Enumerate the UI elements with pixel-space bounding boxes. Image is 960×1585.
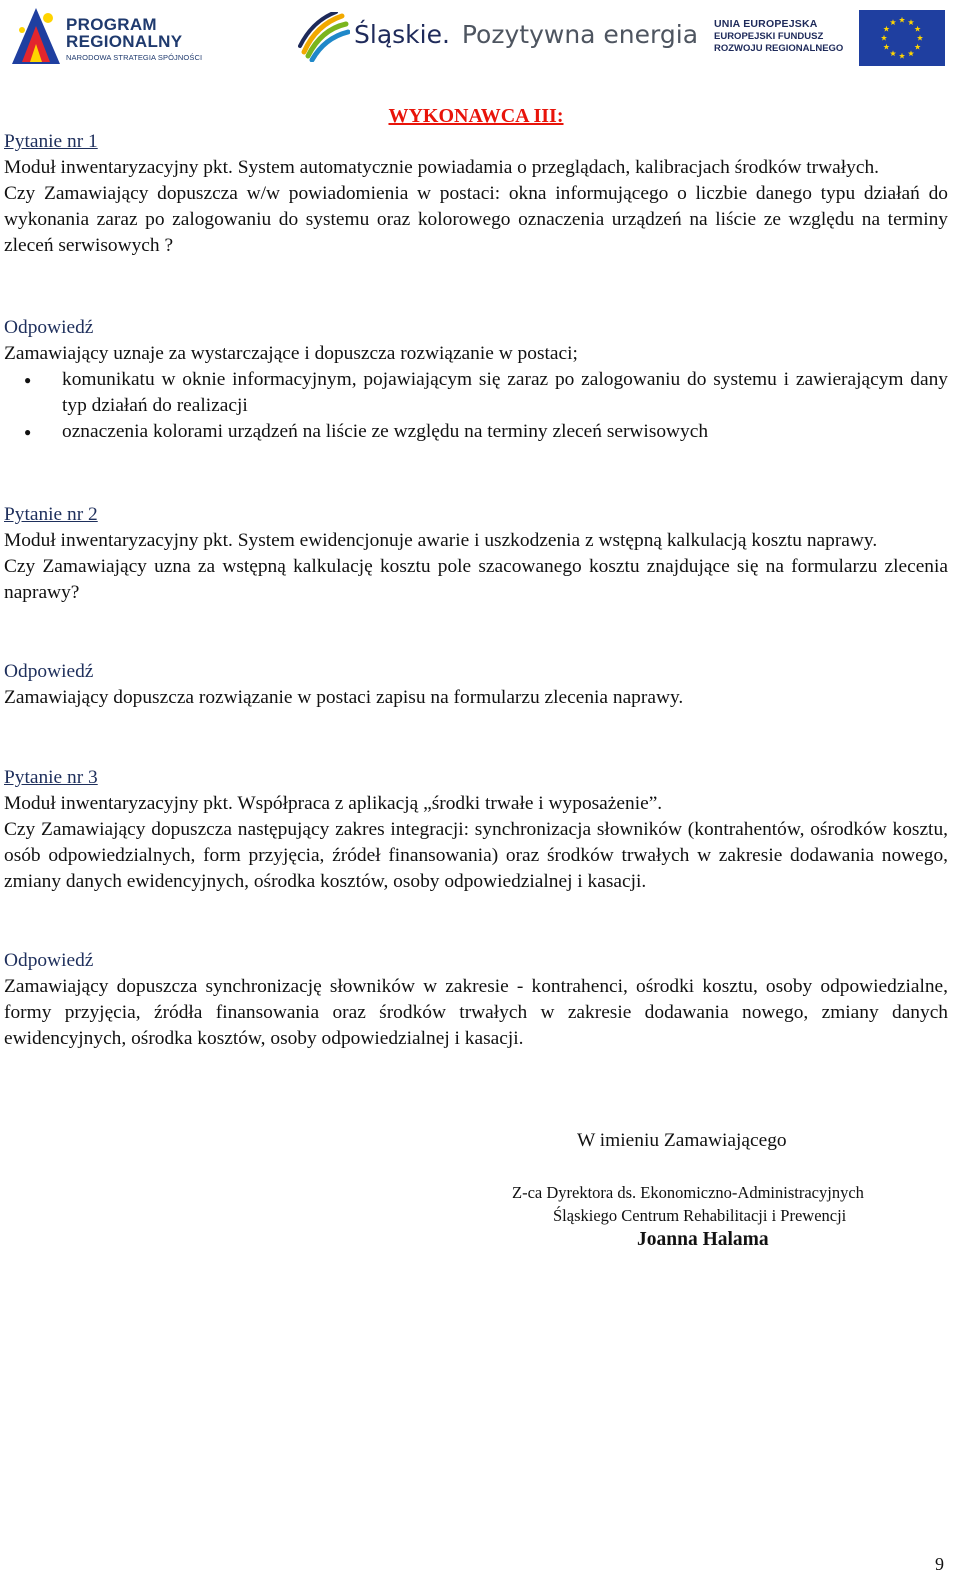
answer-1-bullet-1: ● komunikatu w oknie informacyjnym, pojawiającym się zaraz po zalogowaniu do systemu i zawierającym dany typ działań do realizacji — [4, 367, 948, 419]
answer-2 — [4, 659, 948, 711]
slaskie-slogan: Pozytywna energia — [461, 20, 699, 49]
question-3 — [4, 765, 948, 895]
answer-3-text: Zamawiający dopuszcza synchronizację słowników w zakresie - kontrahenci, ośrodki kosztu, osoby odpowiedzialne, formy przyjęcia, źródła finansowania oraz środków trwałych w zakresie dodawania nowego, zmiany danych ewidencyjnych, ośrodka kosztów, osoby odpowiedzialnej i kasacji. — [4, 976, 948, 1049]
program-regionalny-logo — [8, 4, 218, 70]
slaskie-name: Śląskie. — [354, 20, 450, 49]
signature-name: Joanna Halama — [637, 1229, 769, 1250]
question-1 — [4, 129, 948, 259]
answer-2-text: Zamawiający dopuszcza rozwiązanie w postaci zapisu na formularzu zlecenia naprawy. — [4, 687, 684, 708]
answer-3 — [4, 948, 948, 1052]
answer-1-bullets — [4, 367, 948, 445]
program-regionalny-line1: PROGRAM — [66, 15, 157, 34]
question-2-module: Moduł inwentaryzacyjny pkt. System ewidencjonuje awarie i uszkodzenia z wstępną kalkulacją kosztu naprawy. — [4, 530, 878, 551]
eu-line1: UNIA EUROPEJSKA — [714, 18, 818, 30]
answer-1-bullet-2: ● oznaczenia kolorami urządzeń na liście ze względu na terminy zleceń serwisowych — [4, 419, 948, 445]
signature-title: W imieniu Zamawiającego — [577, 1130, 787, 1151]
question-3-module: Moduł inwentaryzacyjny pkt. Współpraca z aplikacją „środki trwałe i wyposażenie”. — [4, 793, 663, 814]
question-3-heading: Pytanie nr 3 — [4, 767, 98, 788]
question-3-text: Czy Zamawiający dopuszcza następujący zakres integracji: synchronizacja słowników (kontrahentów, ośrodków kosztu, osób odpowiedzialnych, form przyjęcia, źródeł finansowania) oraz środków trwałych w zakresie dodawania nowego, zmiany danych ewidencyjnych, ośrodka kosztów, osoby odpowiedzialnej i kasacji. — [4, 819, 948, 892]
answer-1 — [4, 315, 948, 445]
slaskie-logo — [298, 12, 699, 62]
question-1-heading: Pytanie nr 1 — [4, 131, 98, 152]
eu-flag-icon — [859, 10, 945, 66]
slaskie-swoosh-icon — [298, 12, 350, 62]
question-1-module: Moduł inwentaryzacyjny pkt. System automatycznie powiadamia o przeglądach, kalibracjach środków trwałych. — [4, 157, 879, 178]
page-number: 9 — [935, 1554, 944, 1574]
question-2-heading: Pytanie nr 2 — [4, 504, 98, 525]
program-regionalny-line2: REGIONALNY — [66, 32, 183, 51]
program-regionalny-line3: NARODOWA STRATEGIA SPÓJNOŚCI — [66, 53, 203, 62]
answer-3-heading: Odpowiedź — [4, 950, 94, 971]
answer-2-heading: Odpowiedź — [4, 661, 94, 682]
program-regionalny-emblem-icon — [8, 4, 64, 70]
eu-line3: ROZWOJU REGIONALNEGO — [714, 43, 844, 54]
section-title: WYKONAWCA III: — [388, 105, 564, 127]
signature-line2: Śląskiego Centrum Rehabilitacji i Prewencji — [553, 1206, 847, 1225]
question-2-text: Czy Zamawiający uzna za wstępną kalkulację kosztu pole szacowanego kosztu znajdujące się na formularzu zlecenia naprawy? — [4, 556, 948, 603]
question-1-text: Czy Zamawiający dopuszcza w/w powiadomienia w postaci: okna informującego o liczbie danego typu działań do wykonania zaraz po zalogowaniu do systemu oraz kolorowego oznaczenia urządzeń na liście ze względu na terminy zleceń serwisowych ? — [4, 183, 948, 256]
header-logos — [0, 0, 960, 75]
answer-1-heading: Odpowiedź — [4, 317, 94, 338]
signature-line1: Z-ca Dyrektora ds. Ekonomiczno-Administracyjnych — [512, 1183, 864, 1202]
question-2 — [4, 502, 948, 606]
eu-line2: EUROPEJSKI FUNDUSZ — [714, 31, 824, 42]
answer-1-text: Zamawiający uznaje za wystarczające i dopuszcza rozwiązanie w postaci; — [4, 343, 578, 364]
eu-logo — [714, 8, 946, 68]
